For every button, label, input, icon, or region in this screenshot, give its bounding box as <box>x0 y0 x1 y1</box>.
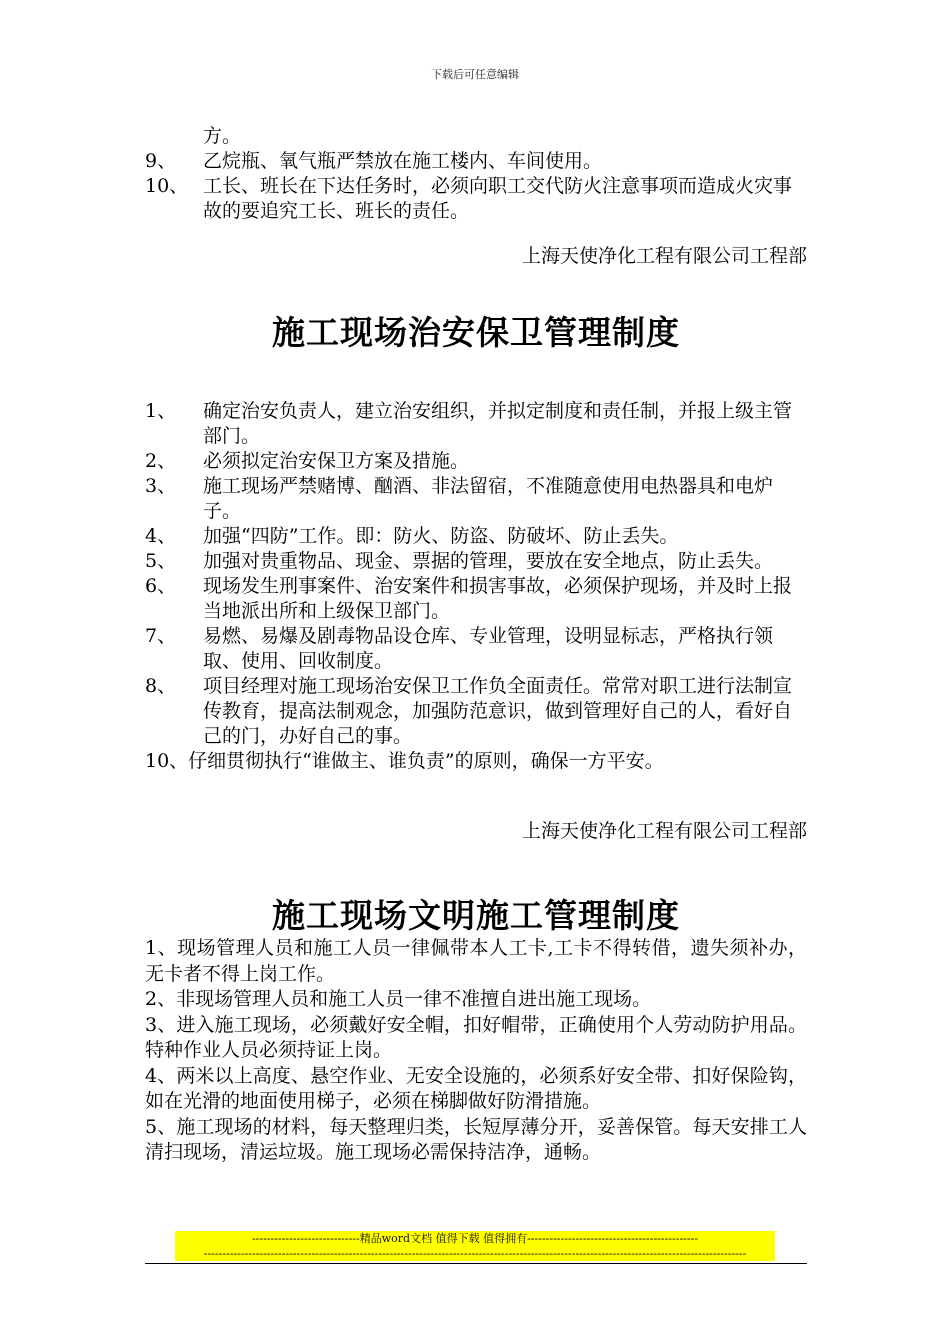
list-item <box>145 574 807 624</box>
item-text: 必须拟定治安保卫方案及措施。 <box>203 450 470 472</box>
page-header-note: 下载后可任意编辑 <box>431 68 519 81</box>
list-item-last: 10、仔细贯彻执行“谁做主、谁负责”的原则，确保一方平安。 <box>145 750 664 772</box>
item-number: 4、 <box>145 525 177 547</box>
item-number: 7、 <box>145 625 177 647</box>
item-text: 施工现场严禁赌博、酗酒、非法留宿，不准随意使用电热器具和电炉子。 <box>203 475 774 522</box>
item-text: 易燃、易爆及剧毒物品设仓库、专业管理，设明显标志，严格执行领取、使用、回收制度。 <box>203 625 774 672</box>
security-rules-list <box>145 399 807 774</box>
list-item <box>145 449 807 474</box>
rule-paragraph: 1、现场管理人员和施工人员一律佩带本人工卡,工卡不得转借，遗失须补办，无卡者不得上岗工作。 <box>145 937 807 985</box>
item-text: 工长、班长在下达任务时，必须向职工交代防火注意事项而造成火灾事故的要追究工长、班长的责任。 <box>203 175 793 222</box>
item-text: 乙烷瓶、氧气瓶严禁放在施工楼内、车间使用。 <box>203 150 603 172</box>
footer-divider <box>145 1263 807 1264</box>
list-item <box>145 524 807 549</box>
item-number: 8、 <box>145 675 177 697</box>
company-signature: 上海天使净化工程有限公司工程部 <box>521 245 807 267</box>
list-item <box>145 624 807 674</box>
civilized-rules <box>145 936 807 1166</box>
fire-rules-list <box>145 149 807 224</box>
item-number: 3、 <box>145 475 177 497</box>
footer-line-2: -------------------------------------------------------------------------------------------------------------------------------------------------- <box>203 1247 747 1260</box>
rule-paragraph: 2、非现场管理人员和施工人员一律不准擅自进出施工现场。 <box>145 988 652 1010</box>
company-signature: 上海天使净化工程有限公司工程部 <box>521 820 807 842</box>
rule-paragraph: 4、两米以上高度、悬空作业、无安全设施的，必须系好安全带、扣好保险钩，如在光滑的地面使用梯子，必须在梯脚做好防滑措施。 <box>145 1064 807 1112</box>
list-item <box>145 149 807 174</box>
item-text: 项目经理对施工现场治安保卫工作负全面责任。常常对职工进行法制宣传教育，提高法制观念，加强防范意识，做到管理好自己的人，看好自己的门，办好自己的事。 <box>203 675 793 747</box>
footer-line-1: -----------------------------精品word文档 值得下载 值得拥有---------------------------------------------- <box>251 1232 699 1245</box>
item-number: 10、 <box>145 175 189 197</box>
list-item <box>145 174 807 224</box>
item-text: 加强“四防”工作。即：防火、防盗、防破坏、防止丢失。 <box>203 525 679 547</box>
continued-line: 方。 <box>203 125 242 147</box>
item-text: 确定治安负责人，建立治安组织，并拟定制度和责任制，并报上级主管部门。 <box>203 400 793 447</box>
rule-paragraph: 5、施工现场的材料，每天整理归类，长短厚薄分开，妥善保管。每天安排工人清扫现场，清运垃圾。施工现场必需保持洁净，通畅。 <box>145 1115 807 1163</box>
item-number: 6、 <box>145 575 177 597</box>
item-number: 5、 <box>145 550 177 572</box>
section-title-security: 施工现场治安保卫管理制度 <box>272 313 680 352</box>
section-title-civilized: 施工现场文明施工管理制度 <box>272 896 680 935</box>
footer-banner <box>175 1231 775 1261</box>
item-number: 9、 <box>145 150 177 172</box>
document-body <box>145 124 807 1166</box>
rule-paragraph: 3、进入施工现场，必须戴好安全帽，扣好帽带，正确使用个人劳动防护用品。特种作业人员必须持证上岗。 <box>145 1013 807 1061</box>
item-number: 2、 <box>145 450 177 472</box>
list-item <box>145 474 807 524</box>
list-item <box>145 399 807 449</box>
item-number: 1、 <box>145 400 177 422</box>
item-text: 现场发生刑事案件、治安案件和损害事故，必须保护现场，并及时上报当地派出所和上级保卫部门。 <box>203 575 793 622</box>
list-item <box>145 549 807 574</box>
item-text: 加强对贵重物品、现金、票据的管理，要放在安全地点，防止丢失。 <box>203 550 774 572</box>
list-item <box>145 674 807 749</box>
